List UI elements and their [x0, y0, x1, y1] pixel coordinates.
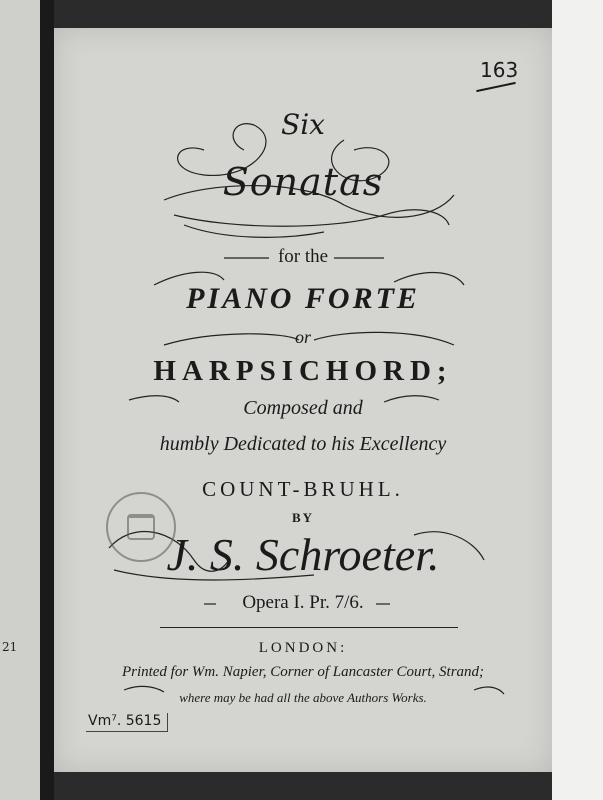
title-piano-forte: PIANO FORTE [186, 282, 420, 315]
crown-icon [127, 514, 155, 540]
imprint-printer: Printed for Wm. Napier, Corner of Lancaster Court, Strand; [121, 664, 485, 680]
composer-name: J. S. Schroeter. [166, 529, 440, 580]
dedicatee: COUNT-BRUHL. [202, 477, 404, 501]
library-stamp-icon [106, 492, 176, 562]
composed-line: Composed and [243, 397, 363, 419]
page-edge-background [552, 0, 603, 800]
imprint-where: where may be had all the above Authors Works. [179, 690, 427, 705]
dedication-line: humbly Dedicated to his Excellency [159, 433, 447, 455]
title-or: or [294, 327, 311, 347]
title-harpsichord: HARPSICHORD; [153, 355, 453, 387]
by-label: BY [291, 510, 315, 525]
title-for-the: for the [277, 246, 329, 267]
title-sonatas: Sonatas [222, 160, 384, 204]
opus-price: Opera I. Pr. 7/6. [242, 592, 364, 613]
book-binding [40, 0, 54, 800]
folio-number: 163 [480, 58, 519, 82]
divider-rule [160, 627, 458, 628]
adjacent-page-number: 21 [2, 640, 18, 654]
title-six: Six [281, 108, 325, 141]
shelfmark: Vm⁷. 5615 [86, 713, 168, 732]
imprint-city: LONDON: [258, 640, 348, 656]
